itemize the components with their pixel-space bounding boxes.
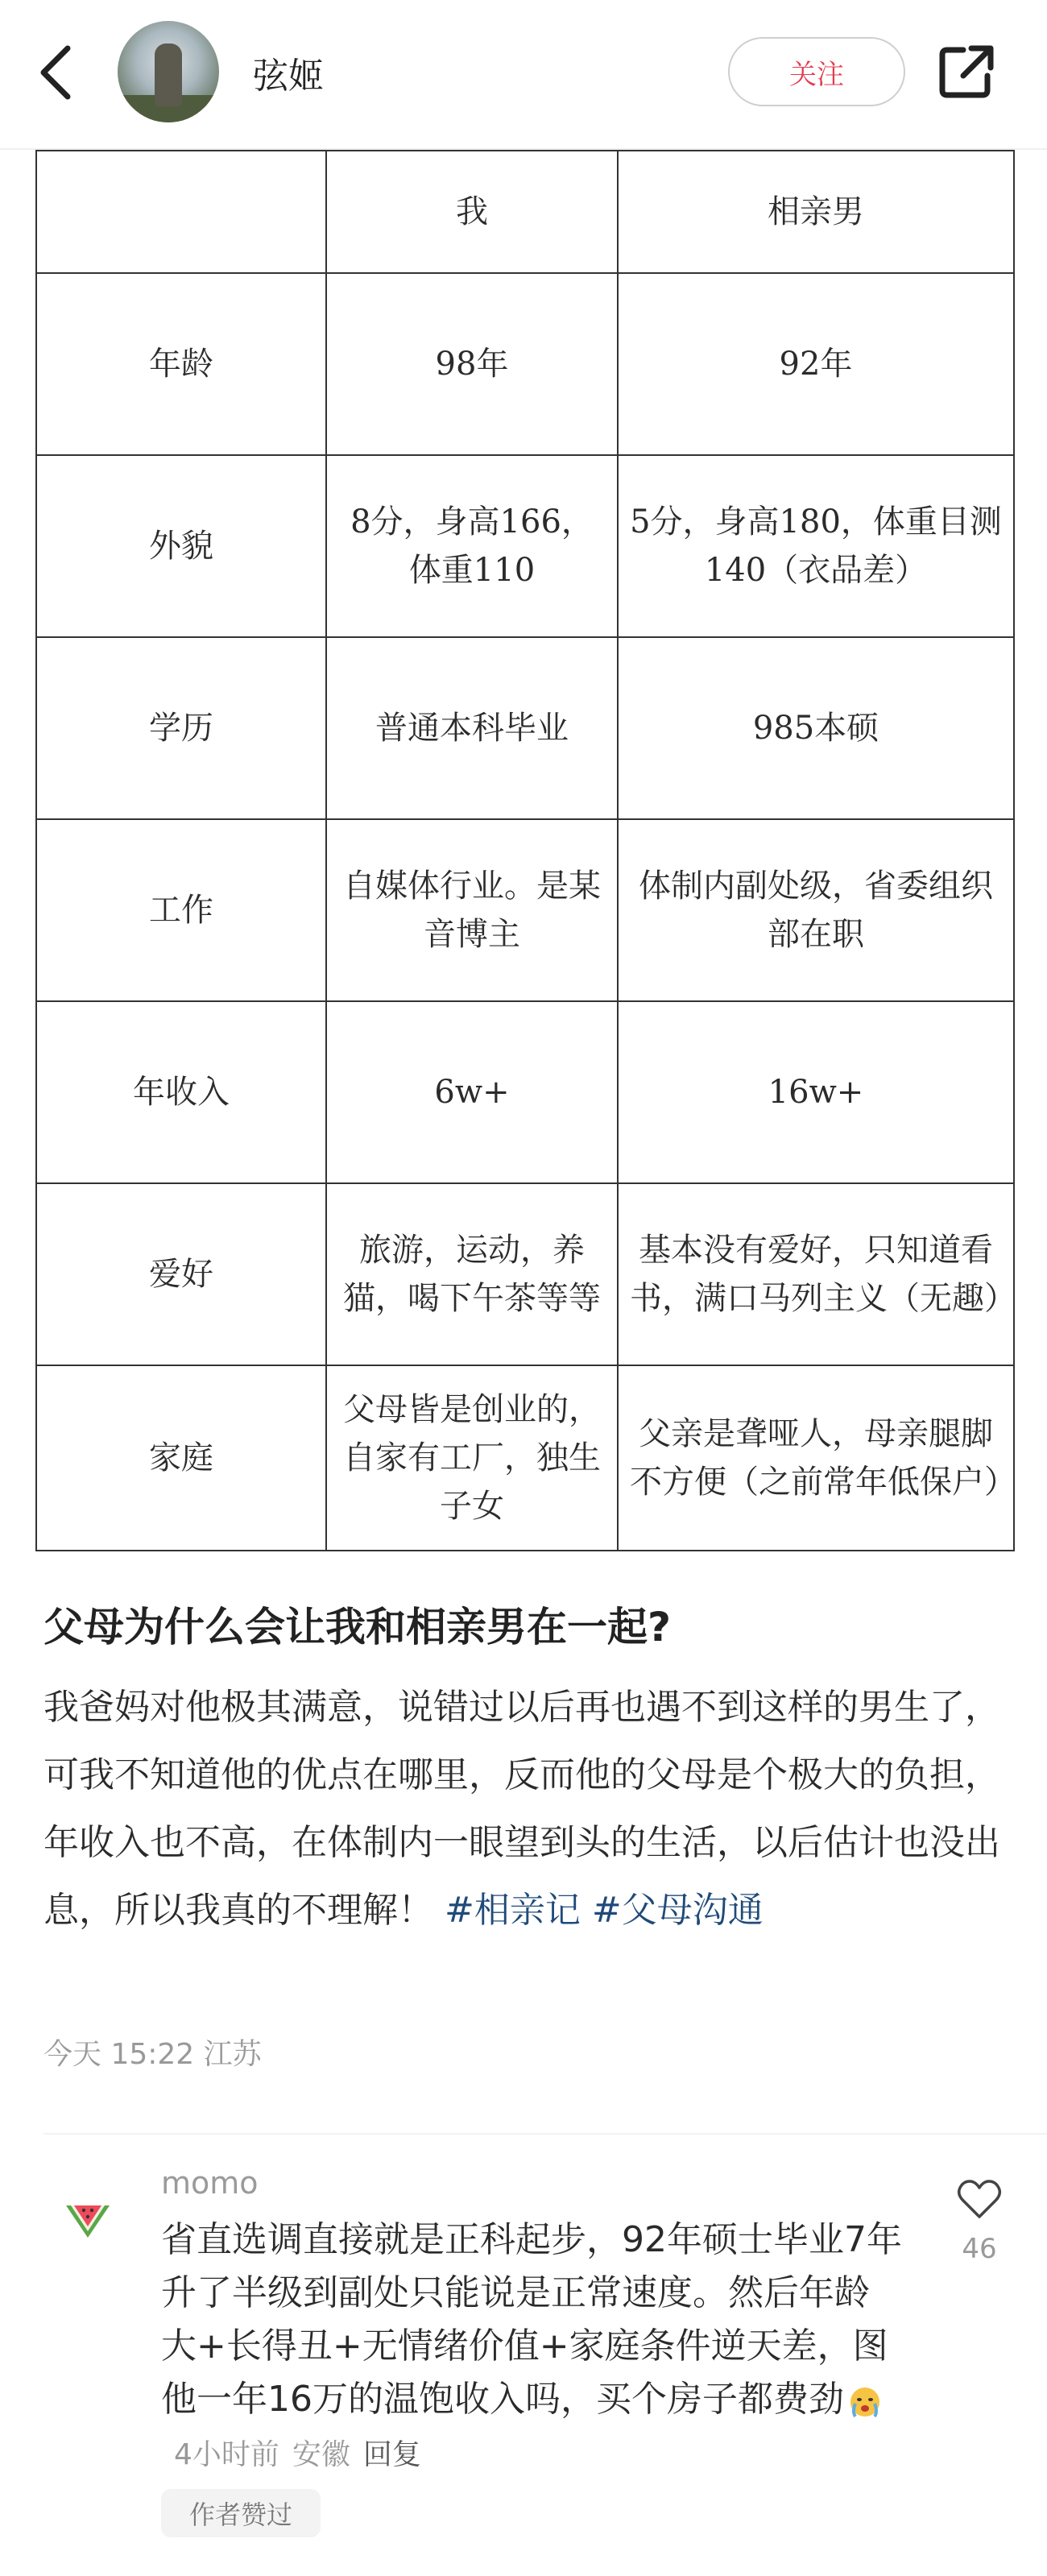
top-bar — [0, 0, 1047, 145]
table-row-label: 学历 — [36, 637, 326, 819]
table-row-label: 年龄 — [36, 273, 326, 455]
table-header-cell — [36, 151, 326, 273]
table-row — [36, 273, 1014, 455]
table-row-label: 年收入 — [36, 1001, 326, 1183]
table-row — [36, 455, 1014, 637]
table-cell-me: 6w+ — [326, 1001, 618, 1183]
author-name[interactable]: 弦姬 — [253, 56, 324, 97]
author-avatar[interactable] — [118, 21, 219, 122]
reply-button[interactable]: 回复 — [362, 2438, 421, 2471]
author-liked-badge: 作者赞过 — [161, 2489, 321, 2537]
comments-divider — [43, 2133, 1047, 2135]
table-row — [36, 1365, 1014, 1551]
back-chevron-icon[interactable] — [32, 40, 81, 105]
table-row — [36, 637, 1014, 819]
table-cell-him: 985本硕 — [618, 637, 1014, 819]
comment-username[interactable]: momo — [161, 2165, 259, 2201]
table-cell-me: 父母皆是创业的，自家有工厂，独生子女 — [326, 1365, 618, 1551]
table-cell-me: 自媒体行业。是某音博主 — [326, 819, 618, 1001]
table-cell-me: 普通本科毕业 — [326, 637, 618, 819]
table-cell-him: 16w+ — [618, 1001, 1014, 1183]
table-row — [36, 1001, 1014, 1183]
comment-text: 省直选调直接就是正科起步，92年硕士毕业7年升了半级到副处只能说是正常速度。然后年龄大+长得丑+无情绪价值+家庭条件逆天差，图他一年16万的温饱收入吗，买个房子都费劲 — [161, 2219, 902, 2420]
table-row-label: 工作 — [36, 819, 326, 1001]
table-cell-me: 8分，身高166，体重110 — [326, 455, 618, 637]
comment-text-block — [161, 2214, 902, 2482]
table-cell-me: 98年 — [326, 273, 618, 455]
follow-button[interactable]: 关注 — [728, 37, 905, 106]
like-count: 46 — [962, 2233, 997, 2265]
crying-emoji-icon — [844, 2383, 886, 2420]
comparison-table-image[interactable] — [35, 150, 1015, 1551]
share-icon[interactable] — [934, 40, 999, 105]
comment-location: 安徽 — [292, 2438, 350, 2471]
post-body-text: 我爸妈对他极其满意，说错过以后再也遇不到这样的男生了，可我不知道他的优点在哪里，反而他的父母是个极大的负担，年收入也不高，在体制内一眼望到头的生活，以后估计也没出息，所以我真的不理解！ — [43, 1687, 1000, 1931]
table-row-label: 家庭 — [36, 1365, 326, 1551]
table-header-cell: 我 — [326, 151, 618, 273]
post-body — [43, 1674, 1010, 1944]
table-cell-him: 基本没有爱好，只知道看书，满口马列主义（无趣） — [618, 1183, 1014, 1365]
table-row — [36, 819, 1014, 1001]
table-cell-him: 父亲是聋哑人，母亲腿脚不方便（之前常年低保户） — [618, 1365, 1014, 1551]
table-row — [36, 1183, 1014, 1365]
table-header-cell: 相亲男 — [618, 151, 1014, 273]
table-cell-me: 旅游，运动，养猫，喝下午茶等等 — [326, 1183, 618, 1365]
watermelon-icon[interactable] — [61, 2188, 114, 2241]
comment-time: 4小时前 — [174, 2438, 279, 2471]
hashtag-link[interactable]: #父母沟通 — [591, 1890, 764, 1931]
table-cell-him: 5分，身高180，体重目测140（衣品差） — [618, 455, 1014, 637]
heart-icon[interactable] — [955, 2175, 1004, 2223]
post-meta: 今天 15:22 江苏 — [43, 2038, 262, 2071]
table-row — [36, 151, 1014, 273]
table-cell-him: 体制内副处级，省委组织部在职 — [618, 819, 1014, 1001]
hashtag-link[interactable]: #相亲记 — [445, 1890, 581, 1931]
table-row-label: 外貌 — [36, 455, 326, 637]
post-title: 父母为什么会让我和相亲男在一起? — [43, 1604, 672, 1650]
table-row-label: 爱好 — [36, 1183, 326, 1365]
table-cell-him: 92年 — [618, 273, 1014, 455]
